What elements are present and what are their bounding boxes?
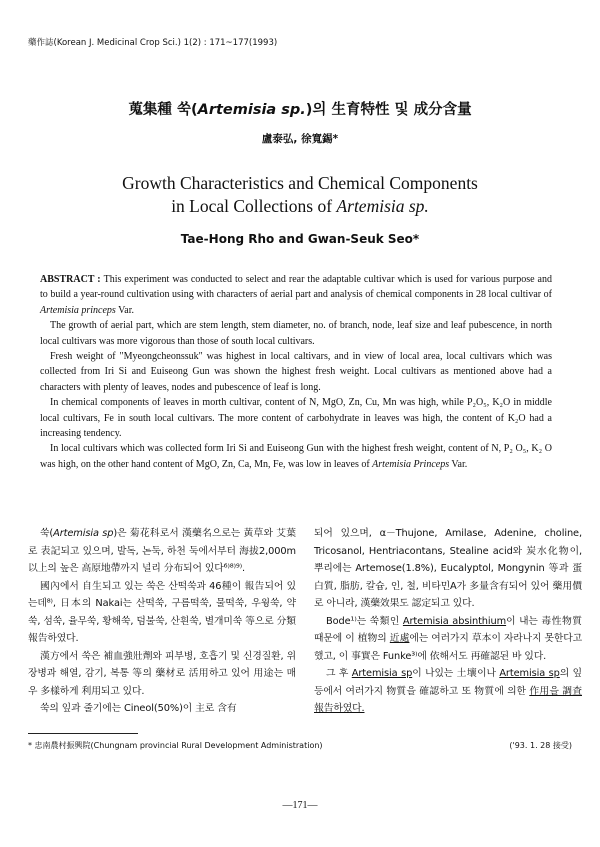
abstract-paragraph — [40, 441, 552, 472]
abstract-text: Var. — [115, 304, 134, 316]
underlined-text: 作用을 調査報告하였다. — [314, 685, 582, 714]
abstract-label: ABSTRACT : — [40, 274, 104, 285]
body-text: 이 나있는 土壤이나 — [412, 668, 500, 679]
english-title-line2-italic: Artemisia sp. — [336, 196, 429, 216]
body-text: 쑥( — [40, 528, 54, 539]
body-paragraph — [314, 665, 582, 718]
body-text: 의 잎등에서 여러가지 物質을 確認하고 또 物質에 의한 — [314, 668, 583, 697]
abstract-text: In local cultivars which was collected form Iri Si and Euiseong Gun with the highest fresh weight, content of N, P₂ O₅, K₂ O was high, on the other hand content of MgO, Zn, Ca, Mn, Fe, was low in leaves of — [40, 443, 552, 470]
english-title-line2-pre: in Local Collections of — [171, 196, 337, 216]
korean-title-pre: 蒐集種 쑥( — [128, 102, 198, 118]
abstract — [40, 272, 552, 472]
body-text: 이 내는 毒性物質때문에 이 植物의 — [314, 615, 582, 644]
english-title-line2 — [0, 195, 600, 218]
body-paragraph: 쑥의 잎과 줄기에는 Cineol(50%)이 主로 含有 — [40, 703, 237, 714]
abstract-species: Artemisia princeps — [40, 304, 116, 316]
underlined-text: Artemisia sp — [351, 668, 413, 679]
underlined-text: Artemisia sp — [499, 668, 560, 679]
abstract-paragraph: Fresh weight of "Myeongcheonssuk" was highest in local caltivars, and in view of local area, local cultivars which was collected from Iri Si and Euiseong Gun was shown the highest fresh weight. Local cultivars as mentioned above had a characters with plenty of leaves, nodes and pubescence of leaf is long. — [40, 351, 552, 393]
english-authors: Tae-Hong Rho and Gwan-Seuk Seo* — [180, 232, 420, 246]
korean-title-italic: Artemisia sp. — [197, 102, 306, 118]
underlined-text: 近處 — [389, 633, 410, 644]
body-species: Artemisia sp — [53, 528, 114, 539]
footnote-divider — [28, 733, 138, 734]
body-text: )은 菊花科로서 漢藥名으로는 黃草와 艾葉로 表記되고 있으며, 발독, 논둑, 하천 둑에서부터 海拔2,000m 以上의 높은 高原地帶까지 널리 分布되어 있다⁶⁾⁸⁾⁹⁾. — [28, 528, 296, 574]
english-title — [0, 172, 600, 218]
page-number: —171— — [282, 800, 318, 811]
body-paragraph: 되어 있으며, α－Thujone, Amilase, Adenine, choline, Tricosanol, Hentriacontans, Stealine acid와 炭水化物이, 뿌리에는 Artemose(1.8%), Eucalyptol, Mongynin 等과 蛋白質, 脂肪, 칼슘, 인, 철, 비타민A가 多量含有되어 있어 藥用價로 아니라, 漢藥效果도 認定되고 있다. — [314, 528, 582, 609]
affiliation-footnote: * 忠南農村振興院(Chungnam provincial Rural Development Administration) — [28, 741, 323, 750]
underlined-text: Artemisia absinthium — [402, 615, 507, 627]
korean-title-post: )의 生育特性 및 成分含量 — [305, 102, 472, 118]
body-paragraph: 國內에서 自生되고 있는 쑥은 산떡쑥과 46種이 報告되어 있는데⁸⁾, 日本의 Nakai는 산떡쑥, 구름떡쑥, 물떡쑥, 우윙쑥, 약쑥, 섬쑥, 율무쑥, 황해쑥, 덤불쑥, 산흰쑥, 별개미쑥 等으로 分類報告하였다. — [28, 580, 296, 644]
abstract-species: Artemisia Princeps — [372, 458, 450, 470]
body-paragraph — [314, 613, 582, 666]
body-right-column — [314, 525, 582, 718]
korean-title — [0, 98, 600, 119]
body-text: 에는 여러가지 草本이 자라나지 못한다고 했고, 이 事實은 Funke³⁾에 依해서도 再確認된 바 있다. — [314, 633, 582, 662]
abstract-paragraph: The growth of aerial part, which are stem length, stem diameter, no. of branch, node, leaf size and leaf pubescence, in north local cultivars was more vigorous than those of south local cultivars. — [40, 320, 552, 347]
korean-authors: 盧泰弘, 徐寬錫* — [261, 133, 339, 145]
journal-citation: 藥作誌(Korean J. Medicinal Crop Sci.) 1(2) : 171~177(1993) — [28, 38, 278, 48]
abstract-paragraph: In chemical components of leaves in morth cultivar, content of N, MgO, Zn, Cu, Mn was high, while P₂O₅, K₂O in middle local cultivars, Fe in south local cultivars. The more content of carbohydrate in leaves was high, the content of K₂O had a increasing tendency. — [40, 397, 552, 440]
abstract-text: This experiment was conducted to select and rear the adaptable cultivar which is used for various purpose and to build a year-round cultivation using with characters of aerial part and analysis of chemical components in 28 local cultivar of — [40, 274, 552, 301]
received-date: ('93. 1. 28 接受) — [509, 741, 572, 750]
abstract-paragraph — [40, 272, 552, 318]
body-paragraph: 漢方에서 쑥은 補血強壯劑와 피부병, 호흡기 및 신경질환, 위장병과 해열, 감기, 복통 等의 藥材로 活用하고 있어 用途는 매우 多樣하게 利用되고 있다. — [28, 650, 296, 697]
english-title-line1: Growth Characteristics and Chemical Components — [122, 173, 478, 193]
body-text: 그 후 — [326, 668, 352, 679]
abstract-text: Var. — [449, 458, 468, 470]
body-left-column — [28, 525, 296, 718]
body-text: Bode¹⁾는 쑥類인 — [326, 615, 403, 627]
body-paragraph — [28, 525, 296, 578]
